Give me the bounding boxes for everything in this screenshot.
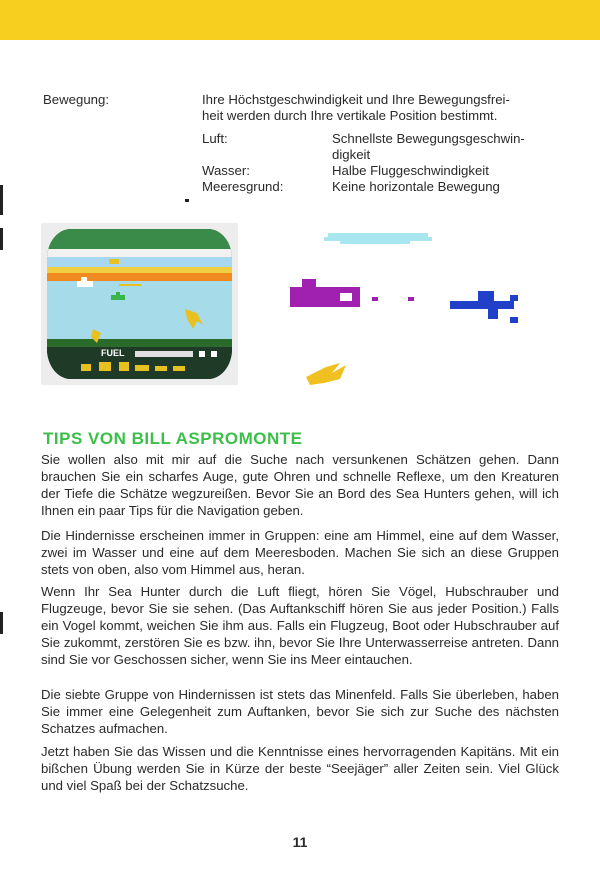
page-edge-mark <box>0 612 3 634</box>
paragraph-4: Die siebte Gruppe von Hindernissen ist stets das Minenfeld. Falls Sie überleben, haben Sie immer eine Gelegenheit zum Auftanken, bevor Sie sich zur Suche des nächsten Schatzes aufmachen. <box>41 687 559 736</box>
row-key-air: Luft: <box>202 131 228 146</box>
printed-mark <box>185 199 189 202</box>
game-screenshot <box>41 223 238 385</box>
row-key-water: Wasser: <box>202 163 250 178</box>
treasure-icon <box>99 362 111 371</box>
bird-icon <box>306 363 346 385</box>
paragraph-2: Die Hindernisse erscheinen immer in Gruppen: eine am Himmel, eine auf dem Wasser, zwei im Wasser und eine auf dem Meeresboden. Machen Sie sich an diese Gruppen stets von oben, also vom Himmel aus, heran. <box>41 528 559 577</box>
helicopter-icon <box>109 259 119 264</box>
row-value-air-line-1: Schnellste Bewegungsgeschwin- <box>332 131 525 146</box>
tv-screen <box>47 229 232 379</box>
enemy-sub-icon <box>111 295 125 300</box>
row-key-seabed: Meeresgrund: <box>202 179 284 194</box>
treasure-icon <box>119 362 129 371</box>
enemy-plane-icon <box>450 301 514 309</box>
treasure-icon <box>81 364 91 371</box>
row-value-air-line-2: digkeit <box>332 147 371 162</box>
row-value-seabed: Keine horizontale Bewegung <box>332 179 500 194</box>
top-color-banner <box>0 0 600 40</box>
diver-icon <box>91 329 101 343</box>
cloud-icon <box>328 233 428 237</box>
page-edge-mark <box>0 228 3 250</box>
missile-icon <box>372 297 378 301</box>
movement-description-line-2: heit werden durch Ihre vertikale Position bestimmt. <box>202 108 498 123</box>
paragraph-5: Jetzt haben Sie das Wissen und die Kenntnisse eines hervorragenden Kapitäns. Mit ein bißchen Übung werden Sie in Kürze der beste “Seejäger” aller Zeiten sein. Viel Glück und viel Spaß bei der Schatzsuche. <box>41 744 559 793</box>
treasure-icon <box>155 366 167 371</box>
bird-icon <box>185 309 203 329</box>
sprite-illustrations <box>280 225 550 400</box>
player-sub-icon <box>77 281 93 287</box>
row-value-water: Halbe Fluggeschwindigkeit <box>332 163 489 178</box>
paragraph-1: Sie wollen also mit mir auf die Suche nach versunkenen Schätzen gehen. Dann brauchen Sie ein scharfes Auge, gute Ohren und schnelle Reflexe, um den Kreaturen der Tiefe die Schätze wegzureißen. Bevor Sie an Bord des Sea Hunters gehen, will ich Ihnen ein paar Tips für die Navigation geben. <box>41 452 559 518</box>
page-number: 11 <box>292 834 308 850</box>
section-heading: TIPS VON BILL ASPROMONTE <box>43 429 303 448</box>
treasure-icon <box>173 366 185 371</box>
game-sprites <box>47 229 232 379</box>
treasure-icon <box>135 365 149 371</box>
movement-label: Bewegung: <box>43 92 109 107</box>
movement-description-line-1: Ihre Höchstgeschwindigkeit und Ihre Bewegungsfrei- <box>202 92 510 107</box>
fuel-label: FUEL <box>101 348 125 358</box>
missile-icon <box>408 297 414 301</box>
fuel-gauge <box>135 351 193 357</box>
page-edge-mark <box>0 185 3 215</box>
paragraph-3: Wenn Ihr Sea Hunter durch die Luft fliegt, hören Sie Vögel, Hubschrauber und Flugzeuge, bevor Sie sie sehen. (Das Auftankschiff hören Sie aus jeder Position.) Falls ein Vogel kommt, weichen Sie ihm aus. Falls ein Flugzeug, Boot oder Hubschrauber auf Sie zukommt, zerstören Sie es bzw. ihn, bevor Sie Ihre Unterwasserreise antreten. Dann sind Sie vor Geschossen sicher, wenn Sie ins Meer eintauchen. <box>41 584 559 667</box>
